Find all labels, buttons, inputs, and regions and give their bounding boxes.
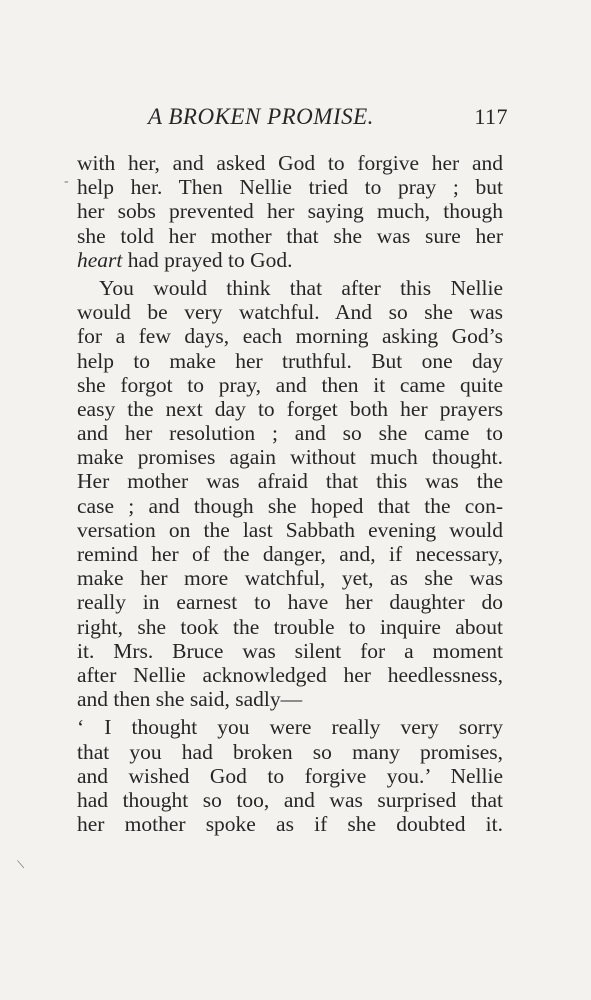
text-fragment: had prayed to God. (122, 247, 293, 272)
text-line: her sobs prevented her saying much, though (77, 199, 503, 224)
text-line: right, she took the trouble to inquire about (77, 614, 503, 639)
margin-mark: / (14, 859, 29, 871)
text-line (77, 248, 503, 272)
text-line: that you had broken so many promises, (77, 739, 503, 764)
paragraph (77, 276, 503, 711)
running-head (148, 104, 508, 132)
text-line: and her resolution ; and so she came to (77, 421, 503, 446)
text-line: ‘ I thought you were really very sorry (77, 715, 503, 740)
paragraph (77, 715, 503, 836)
running-title: A BROKEN PROMISE. (148, 104, 374, 129)
page-number: 117 (474, 104, 508, 129)
text-line: it. Mrs. Bruce was silent for a moment (77, 638, 503, 663)
text-line: with her, and asked God to forgive her and (77, 151, 503, 175)
text-line: her mother spoke as if she doubted it. (77, 812, 503, 837)
margin-mark: - (64, 174, 69, 189)
text-line: help to make her truthful. But one day (77, 348, 503, 373)
text-line: she told her mother that she was sure her (77, 223, 503, 248)
text-line: had thought so too, and was surprised that (77, 787, 503, 812)
text-line: and then she said, sadly— (77, 687, 303, 712)
text-line: versation on the last Sabbath evening would (77, 517, 503, 542)
text-line: she forgot to pray, and then it came quite (77, 372, 503, 397)
text-line: Her mother was afraid that this was the (77, 469, 503, 494)
text-line: help her. Then Nellie tried to pray ; but (77, 175, 503, 200)
text-line: easy the next day to forget both her prayers (77, 396, 503, 421)
body-text (77, 151, 503, 836)
text-line: and wished God to forgive you.’ Nellie (77, 763, 503, 788)
text-line: remind her of the danger, and, if necessary, (77, 542, 503, 566)
text-line: make promises again without much thought. (77, 445, 503, 470)
text-line: case ; and though she hoped that the con- (77, 493, 503, 518)
paragraph (77, 151, 503, 272)
text-line: You would think that after this Nellie (99, 275, 503, 300)
text-line: for a few days, each morning asking God’s (77, 324, 503, 349)
text-line: make her more watchful, yet, as she was (77, 566, 503, 591)
emphasized-word: heart (77, 247, 123, 272)
text-line: after Nellie acknowledged her heedlessness, (77, 662, 503, 687)
text-line: really in earnest to have her daughter do (77, 590, 503, 615)
text-line: would be very watchful. And so she was (77, 300, 503, 325)
